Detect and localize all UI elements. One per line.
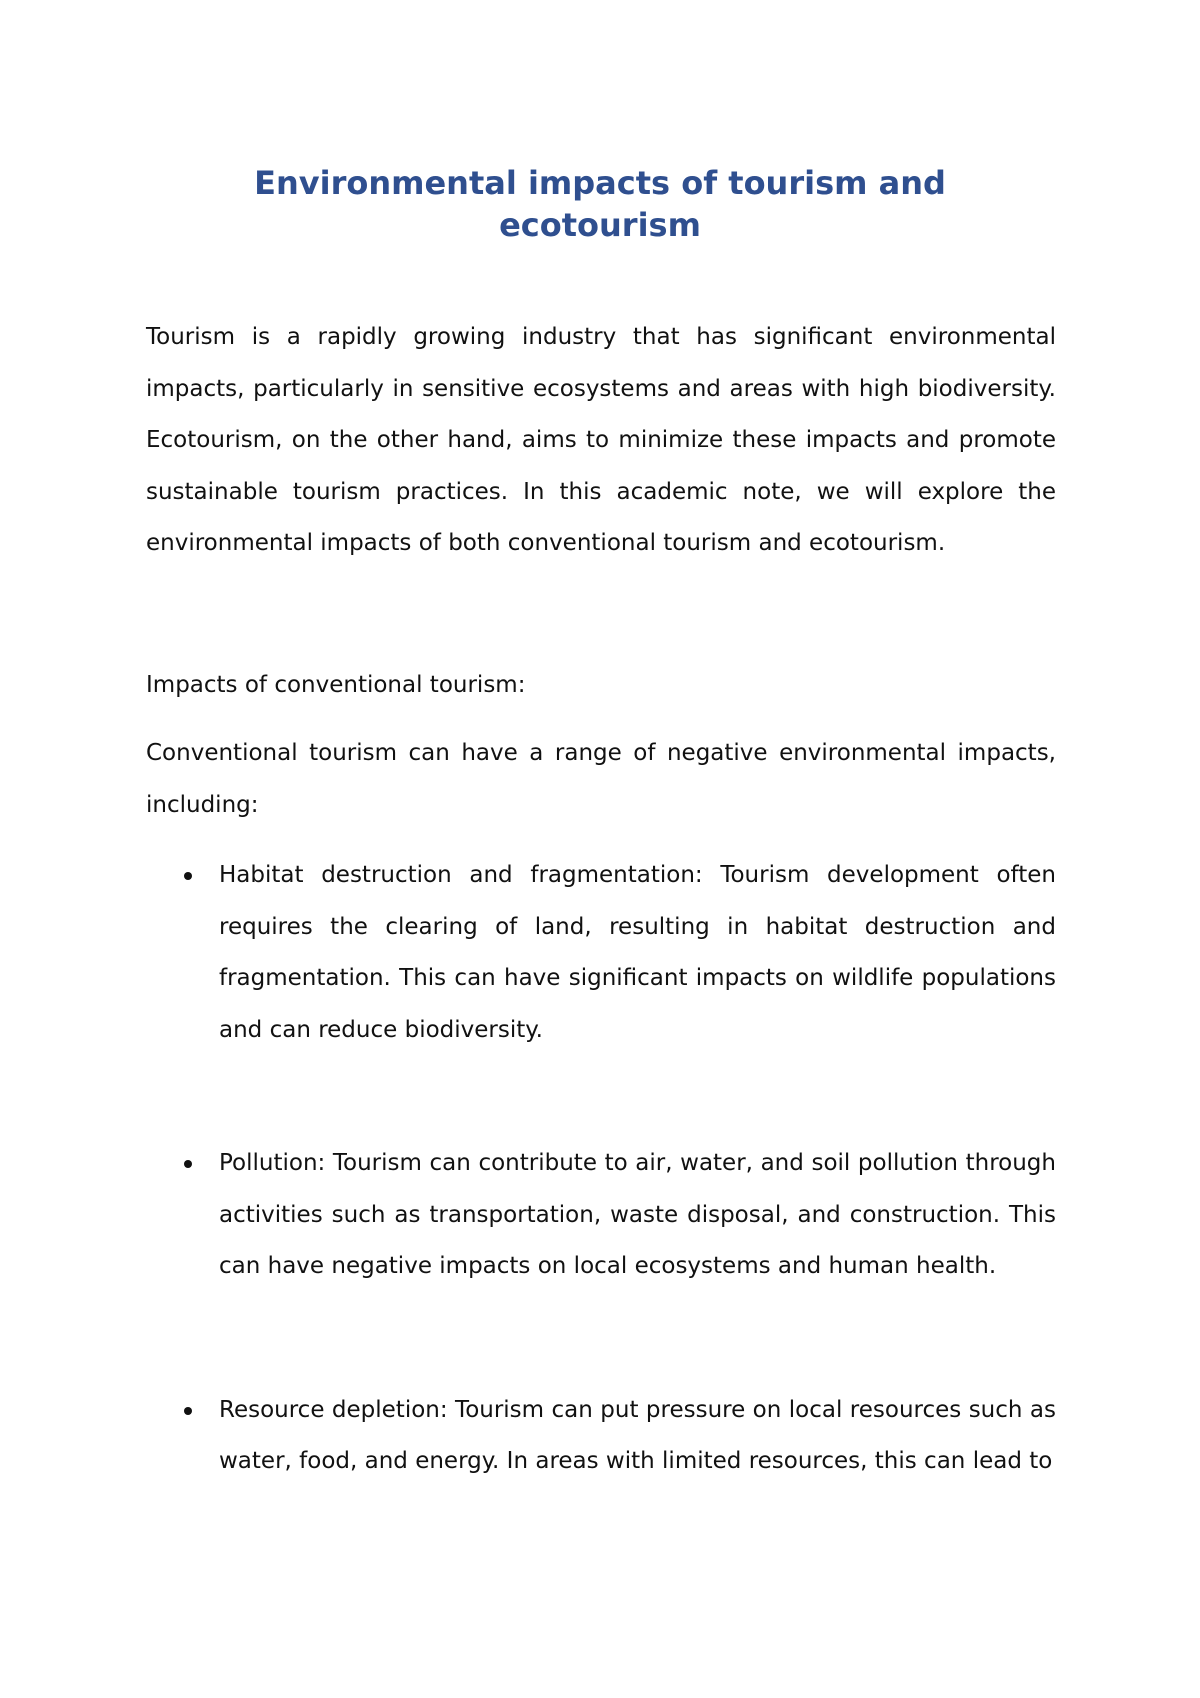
bullet-text: Habitat destruction and fragmentation: Tourism development often requires the clearing of land, resulting in habitat destruction and fragmentation. This can have significant impacts on wildlife populations and can reduce biodiversity.: [219, 862, 1056, 1043]
bullet-point-icon: [184, 872, 192, 880]
bullet-text: Resource depletion: Tourism can put pressure on local resources such as water, food, and energy. In areas with limited resources, this can lead to: [219, 1396, 1056, 1474]
bullet-text: Pollution: Tourism can contribute to air, water, and soil pollution through activities such as transportation, waste disposal, and construction. This can have negative impacts on local ecosystems and human health.: [219, 1150, 1056, 1279]
bullet-point-icon: [184, 1407, 192, 1415]
impacts-bullet-list: [146, 850, 1056, 1570]
bullet-item-resource-depletion: [146, 1385, 1056, 1488]
bullet-item-pollution: [146, 1138, 1056, 1293]
document-title-line-2: ecotourism: [499, 206, 701, 244]
section-lead-paragraph: Conventional tourism can have a range of negative environmental impacts, including:: [146, 740, 1056, 818]
intro-paragraph: Tourism is a rapidly growing industry that has significant environmental impacts, particularly in sensitive ecosystems and areas with high biodiversity. Ecotourism, on the other hand, aims to minimize these impacts and promote sustainable tourism practices. In this academic note, we will explore the environmental impacts of both conventional tourism and ecotourism.: [146, 324, 1056, 556]
document-title-line-1: Environmental impacts of tourism and: [254, 164, 946, 202]
bullet-item-habitat: [146, 850, 1056, 1056]
document-title: [150, 162, 1050, 246]
bullet-point-icon: [184, 1160, 192, 1168]
section-heading: Impacts of conventional tourism:: [146, 672, 526, 698]
